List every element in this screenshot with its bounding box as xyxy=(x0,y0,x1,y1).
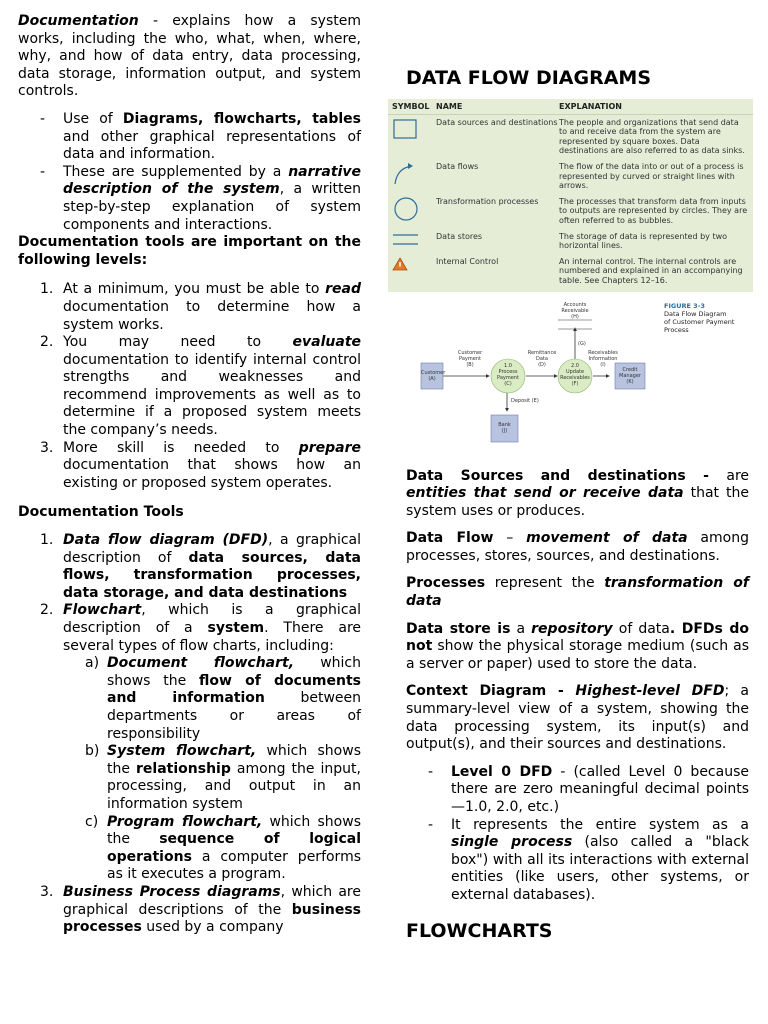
receivables-info-label: Receivables Information (I) xyxy=(588,349,618,368)
level0-list xyxy=(406,764,749,905)
level-item: 2. You may need to evaluate documentation to identify internal control strengths and weaknesses and recommend improvements as well as to determine if a proposed system meets the company’s needs. xyxy=(40,334,361,439)
remittance-data-label: Remittance Data (D) xyxy=(527,349,557,368)
accounts-receivable-label: Accounts Receivable (H) xyxy=(561,301,589,320)
intro-text: - explains how a system works, including the who, what, when, where, why, and how of data entry, data processing, data storage, information output, and system controls. xyxy=(18,13,361,100)
circle-symbol-icon xyxy=(392,197,420,221)
customer-payment-label: Customer Payment (B) xyxy=(457,349,483,368)
level0-bullet: - Level 0 DFD - (called Level 0 because there are zero meaningful decimal points—1.0, 2.0, etc.) xyxy=(428,763,749,815)
dfd-section-title: DATA FLOW DIAGRAMS xyxy=(406,67,652,89)
flowchart-type: c) Program flowchart, which shows the sequence of logical operations a computer performs as it executes a program. xyxy=(85,813,361,883)
square-symbol-icon xyxy=(392,118,418,140)
arrow-symbol-icon xyxy=(392,162,418,186)
intro-bullet: - Use of Diagrams, flowcharts, tables and other graphical representations of data and information. xyxy=(40,110,361,163)
level-item: 3. More skill is needed to prepare documentation that shows how an existing or proposed system operates. xyxy=(40,439,361,491)
symbol-row: Transformation processes The processes that transform data from inputs to outputs are represented by circles. They are often referred to as bubbles. xyxy=(388,194,753,229)
symbols-table xyxy=(388,99,753,292)
right-column xyxy=(392,0,750,943)
intro-bullet: - These are supplemented by a narrative description of the system, a written step-by-step explanation of system components and interactions. xyxy=(40,163,361,233)
tool-item-flowchart: 2. Flowchart, which is a graphical description of a system. There are several types of flow charts, including: a) Document flowchart, which shows the flow of documents and information between departments or areas of responsibility b) System flowchart, which shows the relationship among the input, processing, and output in an information system c) Program flowchart, which shows the sequence of logical operations a computer performs as it executes a program. xyxy=(40,602,362,883)
definitions xyxy=(406,468,749,754)
definition-paragraph: Data Flow – movement of data among processes, stores, sources, and destinations. xyxy=(406,530,749,564)
symbol-row: Data sources and destinations The people and organizations that send data to and receive data from the system are represented by square boxes. Data destinations are also referred to as data sinks. xyxy=(388,115,753,159)
figure-caption: FIGURE 3-3 Data Flow Diagram of Customer Payment Process xyxy=(664,301,735,334)
left-column xyxy=(18,13,361,937)
level-item: 1. At a minimum, you must be able to read documentation to determine how a system works. xyxy=(40,281,361,333)
header-name: NAME xyxy=(436,102,463,111)
credit-manager-label: Credit Manager (K) xyxy=(619,366,641,385)
dfd-figure xyxy=(388,298,753,455)
process1-label: 1.0 Process Payment (C) xyxy=(497,362,519,387)
flowchart-type: b) System flowchart, which shows the relationship among the input, processing, and output in an information system xyxy=(85,743,361,812)
intro-bullets xyxy=(18,111,361,234)
header-symbol: SYMBOL xyxy=(392,102,430,111)
header-explanation: EXPLANATION xyxy=(559,102,622,111)
definition-paragraph: Context Diagram - Highest-level DFD; a summary-level view of a system, showing the data processing system, its input(s) and output(s), and their sources and destinations. xyxy=(406,683,749,753)
flowchart-types xyxy=(63,655,361,884)
process2-label: 2.0 Update Receivables (F) xyxy=(560,362,590,387)
g-flow-label: (G) xyxy=(578,340,586,347)
symbol-row: Internal Control An internal control. The internal controls are numbered and explained in an accompanying table. See Chapters 12–16. xyxy=(388,254,753,292)
documentation-term: Documentation xyxy=(18,13,139,29)
customer-label: Customer (A) xyxy=(421,369,446,382)
definition-paragraph: Data Sources and destinations - are entities that send or receive data that the system uses or produces. xyxy=(406,467,749,519)
tools-list xyxy=(18,532,361,937)
flowchart-type: a) Document flowchart, which shows the flow of documents and information between departments or areas of responsibility xyxy=(85,655,361,742)
triangle-warning-icon xyxy=(392,257,408,271)
level0-bullet: - It represents the entire system as a single process (also called a "black box") with all its interactions with external entities (like users, other systems, or external databases). xyxy=(428,816,749,903)
symbols-table-header xyxy=(388,99,753,115)
parallel-lines-symbol-icon xyxy=(392,232,420,248)
tools-heading: Documentation Tools xyxy=(18,504,184,521)
levels-heading: Documentation tools are important on the following levels: xyxy=(18,234,361,268)
flowcharts-section-title: FLOWCHARTS xyxy=(406,919,553,942)
symbol-row: Data stores The storage of data is represented by two horizontal lines. xyxy=(388,229,753,254)
tool-item-bpd: 3. Business Process diagrams, which are graphical descriptions of the business processes used by a company xyxy=(40,883,361,936)
intro-paragraph xyxy=(18,13,361,101)
levels-list xyxy=(18,281,361,492)
bank-label: Bank (J) xyxy=(498,421,511,434)
deposit-label: Deposit (E) xyxy=(511,397,539,404)
tool-item-dfd: 1. Data flow diagram (DFD), a graphical description of data sources, data flows, transformation processes, data storage, and data destinations xyxy=(40,532,362,601)
symbol-row: Data flows The flow of the data into or out of a process is represented by curved or straight lines with arrows. xyxy=(388,159,753,194)
definition-paragraph: Processes represent the transformation of data xyxy=(406,575,750,610)
definition-paragraph: Data store is a repository of data. DFDs do not show the physical storage medium (such as a server or paper) used to store the data. xyxy=(406,620,749,672)
